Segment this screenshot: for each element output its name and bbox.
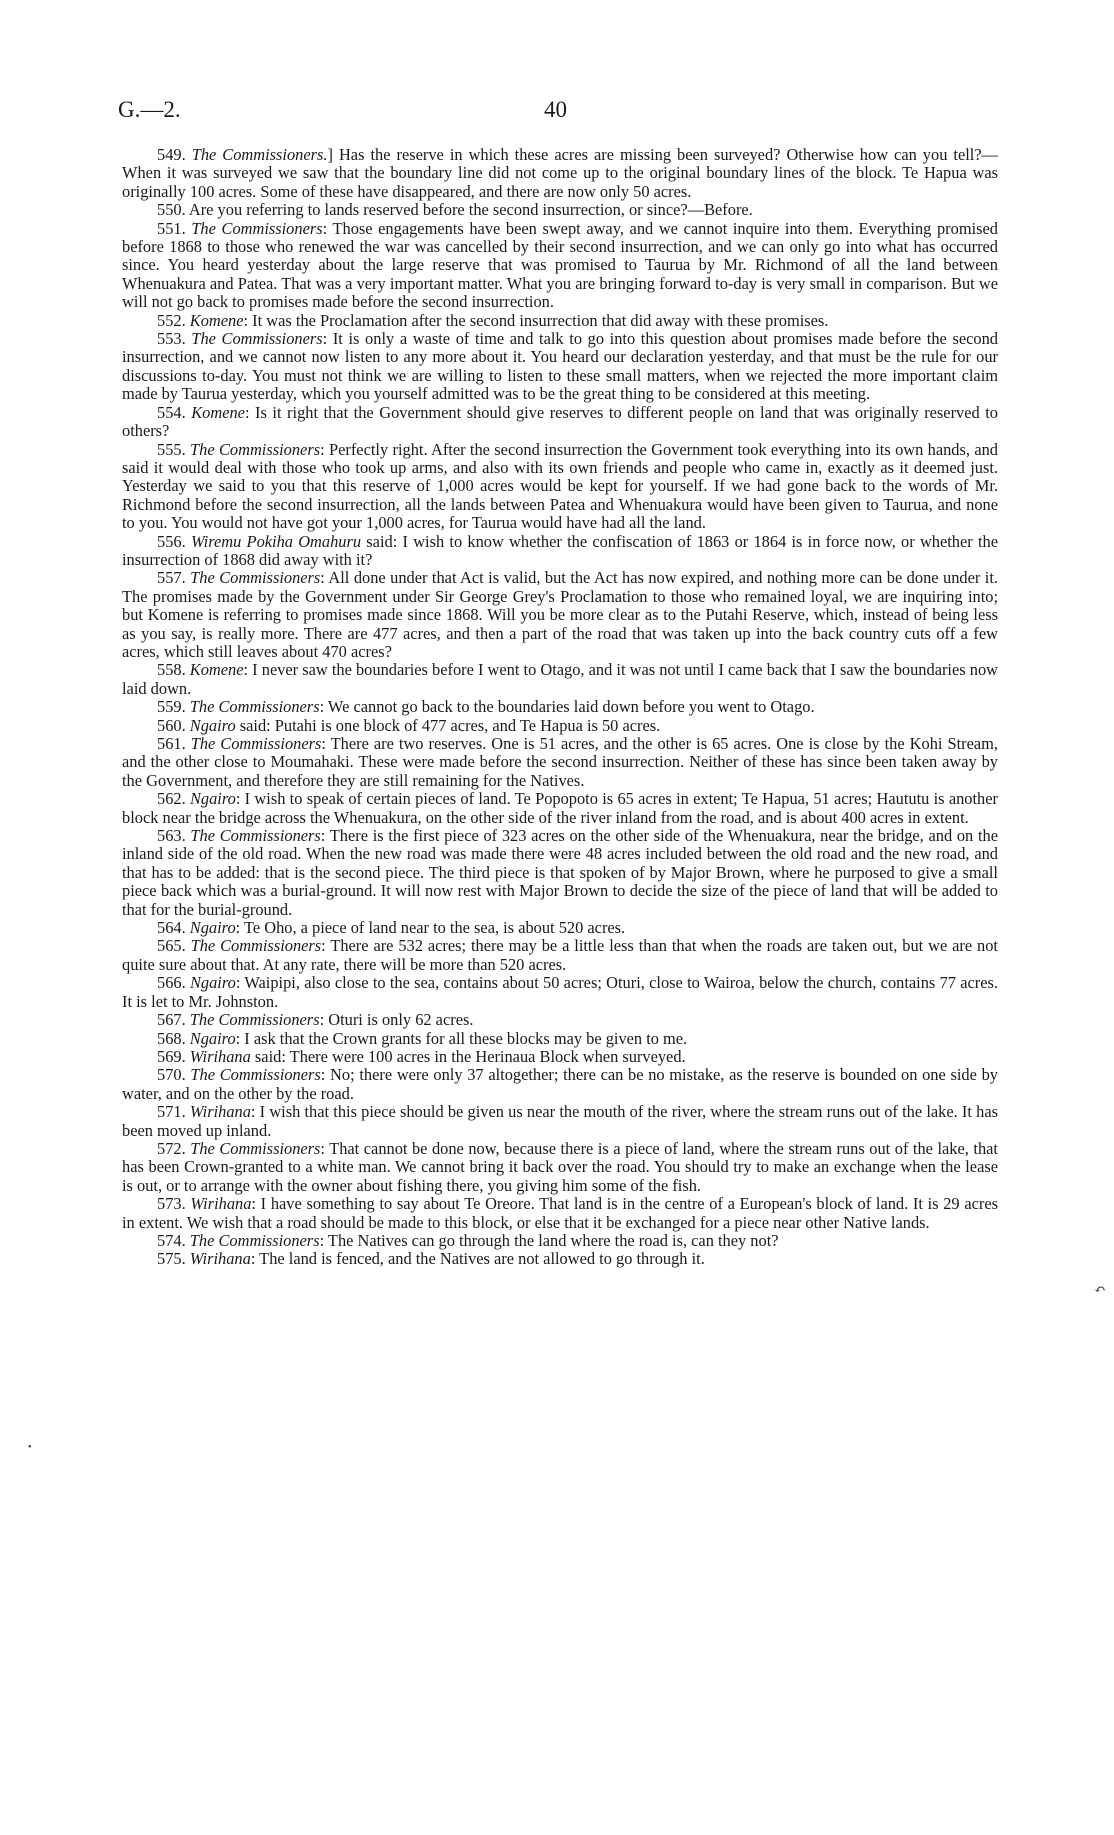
paragraph-text: : Those engagements have been swept away, and we cannot inquire into them. Everything promised before 1868 to those who renewed the war was cancelled by their second insurrection, and we can only go into what has occurred since. You heard yesterday about the large reserve that was promised to Taurua by Mr. Richmond of all the land between Whenuakura and Patea. That was a very important matter. What you are bringing forward to-day is very small in comparison. But we will not go back to promises made before the second insurrection. — [122, 218, 998, 312]
speaker-name: Ngairo — [189, 973, 236, 993]
paragraph-text: : That cannot be done now, because there is a piece of land, where the stream runs out of the lake, that has been Crown-granted to a white man. We cannot bring it back over the road. You should try to make an exchange when the lease is out, or to arrange with the owner about fishing there, you giving him some of the fish. — [122, 1138, 998, 1195]
paragraph-number: 551. — [157, 218, 186, 238]
paragraph-number: 564. — [157, 918, 186, 938]
paragraph-text: : Waipipi, also close to the sea, contains about 50 acres; Oturi, close to Wairoa, below the church, contains 77 acres. It is let to Mr. Johnston. — [122, 973, 998, 1011]
transcript-paragraph — [122, 661, 998, 698]
paragraph-text: : I wish to speak of certain pieces of land. Te Popopoto is 65 acres in extent; Te Hapua, 51 acres; Haututu is another block near the bridge across the Whenuakura, on the other side of the river inland from the road, and is about 400 acres in extent. — [122, 789, 998, 827]
paragraph-number: 571. — [157, 1102, 186, 1122]
paragraph-text: : The Natives can go through the land where the road is, can they not? — [319, 1230, 779, 1250]
paragraph-text: : It was the Proclamation after the second insurrection that did away with these promises. — [243, 310, 829, 330]
paragraph-text: : It is only a waste of time and talk to go into this question about promises made before the second insurrection, and we cannot now listen to any more about it. You heard our declaration yesterday, and that must be the rule for our discussions to-day. You must not think we are willing to listen to these small matters, when we rejected the more important claim made by Taurua yesterday, which you yourself admitted was to be the great thing to be considered at this meeting. — [122, 329, 998, 404]
speaker-name: Komene — [191, 402, 245, 422]
paragraph-text: : I have something to say about Te Oreore. That land is in the centre of a European's block of land. It is 29 acres in extent. We wish that a road should be made to this block, or else that it be exchanged for a piece near other Native lands. — [122, 1194, 998, 1232]
speaker-name: The Commissioners — [191, 218, 323, 238]
paragraph-text: said: Putahi is one block of 477 acres, and Te Hapua is 50 acres. — [235, 715, 661, 735]
speaker-name: Ngairo — [189, 918, 236, 938]
paragraph-text: : I never saw the boundaries before I went to Otago, and it was not until I came back that I saw the boundaries now laid down. — [122, 660, 998, 698]
speaker-name: The Commissioners — [190, 936, 322, 956]
paragraph-number: 569. — [157, 1046, 186, 1066]
paragraph-number: 572. — [157, 1138, 186, 1158]
transcript-paragraph — [122, 1030, 998, 1048]
transcript-paragraph — [122, 1066, 998, 1103]
transcript-paragraph — [122, 312, 998, 330]
speaker-name: The Commissioners — [190, 1138, 321, 1158]
transcript-paragraph — [122, 330, 998, 404]
speaker-name: Komene — [189, 310, 244, 330]
transcript-paragraph — [122, 735, 998, 790]
page-header — [118, 97, 998, 137]
paragraph-text: Are you referring to lands reserved before the second insurrection, or since?—Before. — [188, 200, 753, 220]
transcript-paragraph — [122, 146, 998, 201]
paragraph-number: 555. — [157, 439, 186, 459]
transcript-paragraph — [122, 404, 998, 441]
paragraph-number: 563. — [157, 826, 186, 846]
paragraph-number: 575. — [157, 1249, 186, 1269]
transcript-paragraph — [122, 790, 998, 827]
paragraph-text: : Perfectly right. After the second insurrection the Government took everything into its own hands, and said it would deal with those who took up arms, and also with its own friends and people who came in, exactly as it deemed just. Yesterday we said to you that this reserve of 1,000 acres would be kept for yourself. If we had gone back to the words of Mr. Richmond before the second insurrection, all the lands between Patea and Whenuakura would have been given to Taurua, and none to you. You would not have got your 1,000 acres, for Taurua would have had all the land. — [122, 439, 998, 533]
document-reference: G.—2. — [118, 97, 181, 122]
paragraph-text: : All done under that Act is valid, but the Act has now expired, and nothing more can be done under it. The promises made by the Government under Sir George Grey's Proclamation to those who remained loyal, we are inquiring into; but Komene is referring to promises made since 1868. Will you be more clear as to the Putahi Reserve, which, instead of being less as you say, is really more. There are 477 acres, and then a part of the road that was taken up into the back country cuts off a few acres, which still leaves about 470 acres? — [122, 568, 998, 661]
paragraph-number: 559. — [157, 697, 186, 717]
speaker-name: Komene — [189, 660, 244, 680]
speaker-name: Wirihana — [190, 1194, 252, 1214]
paragraph-number: 574. — [157, 1230, 186, 1250]
paragraph-text: : We cannot go back to the boundaries laid down before you went to Otago. — [319, 697, 815, 717]
paragraph-text: : There is the first piece of 323 acres on the other side of the Whenuakura, near the bridge, and on the inland side of the old road. When the new road was made there were 48 acres included between the old road and the new road, and that has to be added: that is the second piece. The third piece is that spoken of by Major Brown, where he purposed to give a small piece back which was a burial-ground. It will now rest with Major Brown to decide the size of the piece of land that will be added to that for the burial-ground. — [122, 826, 998, 919]
document-body — [122, 146, 998, 1269]
paragraph-text: said: There were 100 acres in the Herinaua Block when surveyed. — [250, 1046, 686, 1066]
page-number: 40 — [544, 97, 567, 122]
speaker-name: The Commissioners — [189, 697, 320, 717]
paragraph-number: 560. — [157, 715, 186, 735]
paragraph-number: 565. — [157, 936, 186, 956]
paragraph-text: : There are two reserves. One is 51 acres, and the other is 65 acres. One is close by the Kohi Stream, and the other close to Moumahaki. These were made before the second insurrection. Neither of these has since been taken away by the Government, and therefore they are still remaining for the Natives. — [122, 734, 998, 790]
speaker-name: Wirihana — [189, 1249, 251, 1269]
paragraph-number: 567. — [157, 1010, 186, 1030]
paragraph-number: 553. — [157, 329, 186, 349]
speaker-name: Wiremu Pokiha Omahuru — [190, 531, 362, 551]
transcript-paragraph — [122, 533, 998, 570]
speaker-name: The Commissioners — [190, 826, 321, 846]
speaker-name: The Commissioners — [189, 1230, 320, 1250]
paragraph-text: : The land is fenced, and the Natives are not allowed to go through it. — [250, 1249, 705, 1269]
speaker-name: The Commissioners — [190, 439, 321, 459]
paragraph-text: : Oturi is only 62 acres. — [319, 1010, 474, 1030]
paragraph-number: 573. — [157, 1194, 186, 1214]
paragraph-number: 558. — [157, 660, 186, 680]
transcript-paragraph — [122, 1011, 998, 1029]
transcript-paragraph — [122, 1103, 998, 1140]
transcript-paragraph — [122, 919, 998, 937]
paragraph-text: said: I wish to know whether the confiscation of 1863 or 1864 is in force now, or whether the insurrection of 1868 did away with it? — [122, 531, 998, 569]
margin-dot: • — [28, 1442, 32, 1453]
speaker-name: The Commissioners — [191, 329, 323, 349]
transcript-paragraph — [122, 569, 998, 661]
transcript-paragraph — [122, 717, 998, 735]
speaker-name: The Commissioners — [190, 568, 321, 588]
speaker-name: Ngairo — [189, 789, 236, 809]
paragraph-number: 552. — [157, 310, 186, 330]
speaker-name: The Commissioners. — [191, 145, 328, 164]
speaker-name: The Commissioners — [190, 1065, 321, 1085]
speaker-name: Ngairo — [189, 1028, 236, 1048]
transcript-paragraph — [122, 1232, 998, 1250]
margin-mark: ↶ — [1094, 1283, 1106, 1298]
paragraph-number: 554. — [157, 402, 186, 422]
speaker-name: The Commissioners — [189, 1010, 320, 1030]
speaker-name: The Commissioners — [190, 734, 322, 753]
transcript-paragraph — [122, 1048, 998, 1066]
transcript-paragraph — [122, 1195, 998, 1232]
paragraph-number: 561. — [157, 734, 186, 753]
paragraph-text: ] Has the reserve in which these acres are missing been surveyed? Otherwise how can you tell?—When it was surveyed we saw that the boundary line did not come up to the original boundary lines of the block. Te Hapua was originally 100 acres. Some of these have disappeared, and there are now only 50 acres. — [122, 145, 998, 201]
transcript-paragraph — [122, 698, 998, 716]
transcript-paragraph — [122, 220, 998, 312]
paragraph-number: 556. — [157, 531, 186, 551]
paragraph-number: 568. — [157, 1028, 186, 1048]
transcript-paragraph — [122, 1140, 998, 1195]
paragraph-number: 562. — [157, 789, 186, 809]
paragraph-text: : Te Oho, a piece of land near to the sea, is about 520 acres. — [235, 918, 626, 938]
paragraph-text: : I ask that the Crown grants for all these blocks may be given to me. — [235, 1028, 688, 1048]
paragraph-text: : There are 532 acres; there may be a little less than that when the roads are taken out, but we are not quite sure about that. At any rate, there will be more than 520 acres. — [122, 936, 998, 974]
paragraph-text: : Is it right that the Government should give reserves to different people on land that was originally reserved to others? — [122, 402, 998, 441]
paragraph-number: 550. — [157, 200, 186, 220]
transcript-paragraph — [122, 1250, 998, 1268]
paragraph-number: 570. — [157, 1065, 186, 1085]
transcript-paragraph — [122, 974, 998, 1011]
speaker-name: Ngairo — [189, 715, 236, 735]
transcript-paragraph — [122, 827, 998, 919]
transcript-paragraph — [122, 937, 998, 974]
paragraph-number: 557. — [157, 568, 186, 588]
transcript-paragraph — [122, 441, 998, 533]
speaker-name: Wirihana — [189, 1102, 251, 1122]
speaker-name: Wirihana — [189, 1046, 251, 1066]
paragraph-text: : No; there were only 37 altogether; there can be no mistake, as the reserve is bounded on one side by water, and on the other by the road. — [122, 1065, 998, 1103]
transcript-paragraph — [122, 201, 998, 219]
paragraph-number: 566. — [157, 973, 186, 993]
paragraph-number: 549. — [157, 145, 186, 164]
paragraph-text: : I wish that this piece should be given us near the mouth of the river, where the stream runs out of the lake. It has been moved up inland. — [122, 1102, 998, 1140]
